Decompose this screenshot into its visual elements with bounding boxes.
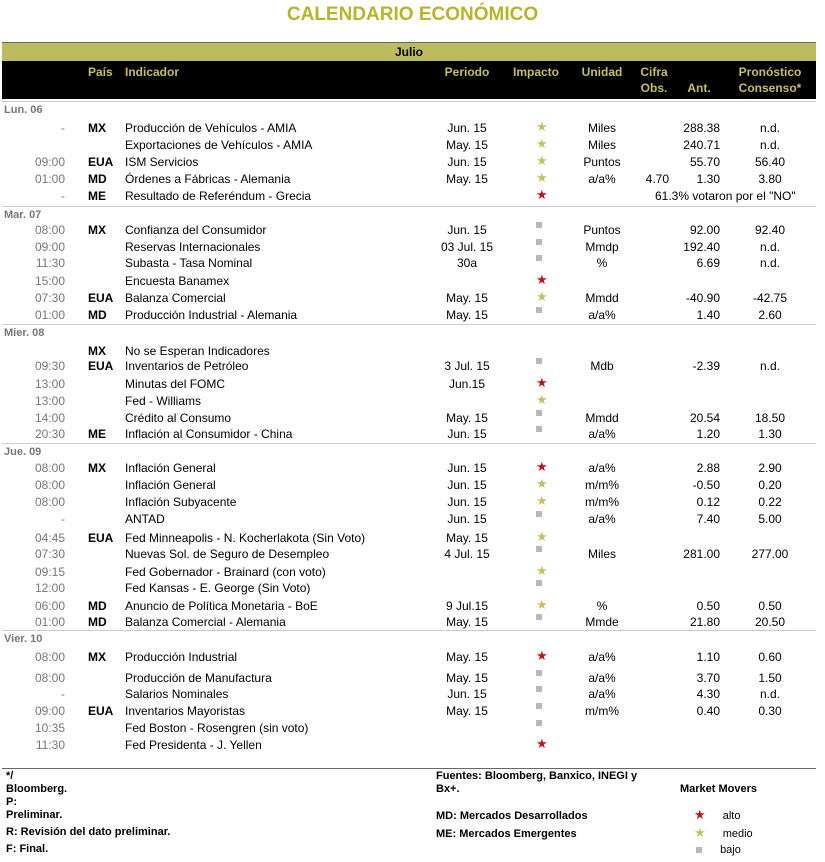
cell-unit: Miles bbox=[587, 121, 616, 135]
cell-observed: 4.70 bbox=[645, 172, 669, 186]
cell-period: 3 Jul. 15 bbox=[444, 359, 490, 373]
table-row: 08:00 MX Producción Industrial May. 15 ★ a/a% 1.10 0.60 bbox=[2, 649, 816, 665]
cell-country: MX bbox=[88, 650, 106, 664]
cell-period: Jun. 15 bbox=[447, 512, 487, 526]
table-row bbox=[2, 614, 816, 630]
cell-indicator: Exportaciones de Vehículos - AMIA bbox=[125, 138, 313, 152]
cell-time: 08:00 bbox=[34, 223, 65, 237]
cell-indicator: Reservas Internacionales bbox=[125, 240, 261, 254]
footer-note-line: Bloomberg. bbox=[6, 783, 68, 795]
footer-note-line: Preliminar. bbox=[6, 809, 63, 821]
table-row bbox=[2, 511, 816, 527]
cell-previous: 1.30 bbox=[696, 172, 720, 186]
cell-previous: 0.12 bbox=[696, 495, 720, 509]
table-row bbox=[2, 686, 816, 702]
cell-country: EUA bbox=[88, 155, 114, 169]
cell-indicator: Inventarios Mayoristas bbox=[125, 704, 246, 718]
cell-time: 01:00 bbox=[34, 615, 65, 629]
cell-indicator: Resultado de Referéndum - Grecia bbox=[125, 189, 312, 203]
cell-forecast: 2.90 bbox=[758, 461, 782, 475]
cell-indicator: Producción Industrial bbox=[125, 650, 238, 664]
cell-indicator: Salarios Nominales bbox=[125, 687, 229, 701]
cell-indicator: ISM Servicios bbox=[125, 155, 199, 169]
cell-period: May. 15 bbox=[446, 704, 488, 718]
cell-period: May. 15 bbox=[446, 308, 488, 322]
cell-period: May. 15 bbox=[446, 411, 488, 425]
cell-unit: Mmde bbox=[585, 615, 619, 629]
footer-note-line: */ bbox=[6, 770, 14, 782]
cell-indicator: Balanza Comercial bbox=[125, 291, 226, 305]
cell-time: 09:30 bbox=[34, 359, 65, 373]
legend-alto bbox=[694, 808, 740, 822]
cell-country: EUA bbox=[88, 531, 114, 545]
header-indicador: Indicador bbox=[125, 65, 180, 79]
cell-indicator: No se Esperan Indicadores bbox=[125, 344, 270, 358]
day-label: Mier. 08 bbox=[4, 327, 45, 339]
cell-time: 12:00 bbox=[34, 581, 65, 595]
cell-time: 09:00 bbox=[34, 155, 65, 169]
cell-forecast: 20.50 bbox=[754, 615, 786, 629]
cell-time: 08:00 bbox=[34, 650, 65, 664]
table-row bbox=[2, 255, 816, 271]
cell-forecast: 56.40 bbox=[754, 155, 786, 169]
table-row: - ME Resultado de Referéndum - Grecia ★ 61.3% votaron por el "NO" bbox=[2, 188, 816, 204]
cell-period: Jun. 15 bbox=[447, 495, 487, 509]
cell-forecast: 1.30 bbox=[758, 427, 782, 441]
cell-country: EUA bbox=[88, 359, 114, 373]
cell-time: 10:35 bbox=[34, 721, 65, 735]
cell-country: MX bbox=[88, 223, 106, 237]
cell-indicator: Encuesta Banamex bbox=[125, 274, 230, 288]
cell-previous: 1.10 bbox=[696, 650, 720, 664]
header-pais: País bbox=[88, 65, 113, 79]
cell-forecast: 18.50 bbox=[754, 411, 786, 425]
cell-previous: 92.00 bbox=[689, 223, 720, 237]
cell-time: 11:30 bbox=[35, 256, 65, 270]
day-divider bbox=[2, 101, 816, 102]
cell-time: 06:00 bbox=[34, 599, 65, 613]
day-label: Vier. 10 bbox=[4, 633, 43, 645]
header-consenso: Consenso* bbox=[738, 81, 802, 95]
table-row: 08:00 Inflación Subyacente Jun. 15 ★ m/m% 0.12 0.22 bbox=[2, 494, 816, 510]
cell-previous: 240.71 bbox=[683, 138, 720, 152]
cell-time: 11:30 bbox=[35, 738, 65, 752]
cell-time: 04:45 bbox=[34, 531, 65, 545]
cell-period: May. 15 bbox=[446, 291, 488, 305]
cell-previous: 281.00 bbox=[683, 547, 720, 561]
table-row: 09:15 Fed Gobernador - Brainard (con voto) ★ bbox=[2, 564, 816, 580]
cell-time: 07:30 bbox=[34, 547, 65, 561]
star-alto-icon: ★ bbox=[694, 807, 706, 822]
table-row bbox=[2, 410, 816, 426]
cell-country: MX bbox=[88, 121, 106, 135]
cell-previous: 1.40 bbox=[696, 308, 720, 322]
table-row bbox=[2, 426, 816, 442]
table-row: 11:30 Fed Presidenta - J. Yellen ★ bbox=[2, 737, 816, 753]
cell-indicator: Órdenes a Fábricas - Alemania bbox=[125, 172, 291, 186]
page-title: CALENDARIO ECONÓMICO bbox=[286, 4, 539, 25]
cell-forecast: 277.00 bbox=[751, 547, 789, 561]
cell-forecast: n.d. bbox=[759, 240, 780, 254]
footer-me: ME: Mercados Emergentes bbox=[436, 828, 577, 840]
cell-unit: a/a% bbox=[588, 427, 616, 441]
cell-unit: % bbox=[596, 599, 608, 613]
cell-period: 30a bbox=[456, 256, 478, 270]
table-row bbox=[2, 703, 816, 719]
cell-indicator: Crédito al Consumo bbox=[125, 411, 232, 425]
cell-time: 08:00 bbox=[34, 495, 65, 509]
cell-indicator: Producción Industrial - Alemania bbox=[125, 308, 298, 322]
table-row: 07:30 EUA Balanza Comercial May. 15 ★ Mmdd -40.90 -42.75 bbox=[2, 290, 816, 306]
cell-period: May. 15 bbox=[446, 650, 488, 664]
cell-period: 9 Jul.15 bbox=[445, 599, 489, 613]
table-row: 01:00 MD Órdenes a Fábricas - Alemania May. 15 ★ a/a% 4.70 1.30 3.80 bbox=[2, 171, 816, 187]
cell-unit: Puntos bbox=[583, 223, 621, 237]
cell-previous: 55.70 bbox=[689, 155, 720, 169]
legend-alto-label: alto bbox=[722, 810, 741, 822]
cell-forecast: n.d. bbox=[759, 687, 780, 701]
cell-indicator: Fed Presidenta - J. Yellen bbox=[125, 738, 262, 752]
cell-previous: 7.40 bbox=[696, 512, 720, 526]
day-divider bbox=[2, 443, 816, 444]
cell-time: 01:00 bbox=[34, 308, 65, 322]
cell-country: MX bbox=[88, 344, 106, 358]
footer-notes bbox=[6, 770, 170, 856]
table-row: 13:00 Fed - Williams ★ bbox=[2, 393, 816, 409]
table-row bbox=[2, 670, 816, 686]
day-label: Lun. 06 bbox=[4, 104, 43, 116]
header-impacto: Impacto bbox=[512, 65, 559, 79]
cell-previous: 20.54 bbox=[689, 411, 720, 425]
table-row: 09:00 EUA ISM Servicios Jun. 15 ★ Puntos 55.70 56.40 bbox=[2, 154, 816, 170]
cell-period: Jun. 15 bbox=[447, 427, 487, 441]
cell-unit: a/a% bbox=[588, 671, 616, 685]
star-medio-icon: ★ bbox=[694, 825, 706, 840]
cell-indicator: Fed - Williams bbox=[125, 394, 202, 408]
table-row: 13:00 Minutas del FOMC Jun.15 ★ bbox=[2, 376, 816, 392]
cell-indicator: Inventarios de Petróleo bbox=[125, 359, 249, 373]
legend-bajo-label: bajo bbox=[720, 844, 741, 856]
cell-previous: 4.30 bbox=[696, 687, 720, 701]
cell-unit: a/a% bbox=[588, 650, 616, 664]
month-banner: Julio bbox=[2, 42, 816, 61]
cell-period: May. 15 bbox=[446, 671, 488, 685]
cell-previous: 0.40 bbox=[696, 704, 720, 718]
table-row bbox=[2, 307, 816, 323]
cell-previous: 21.80 bbox=[689, 615, 720, 629]
cell-indicator: Fed Minneapolis - N. Kocherlakota (Sin Voto) bbox=[125, 531, 366, 545]
cell-forecast: 1.50 bbox=[758, 671, 782, 685]
cell-previous: 6.69 bbox=[696, 256, 720, 270]
cell-country: ME bbox=[88, 189, 106, 203]
cell-indicator: Inflación General bbox=[125, 478, 216, 492]
cell-unit: Puntos bbox=[583, 155, 621, 169]
table-row bbox=[2, 222, 816, 238]
cell-time: 09:00 bbox=[34, 704, 65, 718]
cell-forecast: n.d. bbox=[759, 359, 780, 373]
cell-time: - bbox=[61, 121, 65, 135]
footer-note-line: P: bbox=[6, 796, 17, 808]
cell-previous: 3.70 bbox=[696, 671, 720, 685]
cell-forecast: 92.40 bbox=[754, 223, 786, 237]
footer-note-line: F: Final. bbox=[6, 843, 49, 855]
cell-period: 4 Jul. 15 bbox=[444, 547, 490, 561]
cell-country: MD bbox=[88, 308, 107, 322]
cell-forecast: 2.60 bbox=[758, 308, 782, 322]
day-divider bbox=[2, 630, 816, 631]
cell-forecast: 0.60 bbox=[758, 650, 782, 664]
cell-time: 08:00 bbox=[34, 478, 65, 492]
table-row: 04:45 EUA Fed Minneapolis - N. Kocherlakota (Sin Voto) May. 15 ★ bbox=[2, 530, 816, 546]
table-row bbox=[2, 580, 816, 596]
cell-forecast: n.d. bbox=[759, 138, 780, 152]
cell-period: May. 15 bbox=[446, 615, 488, 629]
cell-time: - bbox=[61, 687, 65, 701]
cell-time: 07:30 bbox=[34, 291, 65, 305]
cell-unit: Miles bbox=[587, 138, 616, 152]
cell-time: - bbox=[61, 189, 65, 203]
footer-md: MD: Mercados Desarrollados bbox=[436, 810, 588, 822]
cell-previous: 288.38 bbox=[683, 121, 720, 135]
cell-period: Jun. 15 bbox=[447, 223, 487, 237]
cell-unit: Mmdd bbox=[585, 291, 619, 305]
cell-country: ME bbox=[88, 427, 106, 441]
cell-previous: 1.20 bbox=[696, 427, 720, 441]
cell-time: 09:00 bbox=[34, 240, 65, 254]
cell-time: 14:00 bbox=[34, 411, 65, 425]
cell-unit: Mmdd bbox=[585, 411, 619, 425]
table-row bbox=[2, 358, 816, 374]
header-cifra: Cifra bbox=[640, 65, 668, 79]
cell-unit: Mdb bbox=[590, 359, 614, 373]
day-label: Mar. 07 bbox=[4, 209, 42, 221]
cell-period: Jun. 15 bbox=[447, 478, 487, 492]
cell-previous: -0.50 bbox=[692, 478, 720, 492]
cell-forecast: 0.30 bbox=[758, 704, 782, 718]
table-row: 15:00 Encuesta Banamex ★ bbox=[2, 273, 816, 289]
cell-indicator: Fed Kansas - E. George (Sin Voto) bbox=[125, 581, 311, 595]
cell-indicator: Balanza Comercial - Alemania bbox=[125, 615, 286, 629]
day-label: Jue. 09 bbox=[4, 446, 42, 458]
legend-bajo bbox=[696, 844, 741, 856]
cell-unit: a/a% bbox=[588, 308, 616, 322]
cell-forecast: 5.00 bbox=[758, 512, 782, 526]
sources-line-1: Fuentes: Bloomberg, Banxico, INEGI y bbox=[436, 770, 638, 782]
cell-indicator: Fed Gobernador - Brainard (con voto) bbox=[125, 565, 326, 579]
footer-note-line: R: Revisión del dato preliminar. bbox=[6, 826, 171, 838]
day-divider bbox=[2, 324, 816, 325]
cell-indicator: Producción de Vehículos - AMIA bbox=[125, 121, 297, 135]
cell-time: 13:00 bbox=[34, 394, 65, 408]
cell-time: 20:30 bbox=[34, 427, 65, 441]
market-movers-title: Market Movers bbox=[680, 783, 758, 795]
cell-unit: a/a% bbox=[588, 512, 616, 526]
cell-indicator: Minutas del FOMC bbox=[125, 377, 226, 391]
cell-forecast: n.d. bbox=[759, 121, 780, 135]
cell-indicator: Fed Boston - Rosengren (sin voto) bbox=[125, 721, 309, 735]
cell-unit: m/m% bbox=[585, 495, 619, 509]
header-obs: Obs. bbox=[640, 81, 668, 95]
legend-medio-label: medio bbox=[722, 828, 753, 840]
cell-country: MD bbox=[88, 599, 107, 613]
cell-forecast: 0.50 bbox=[758, 599, 782, 613]
cell-period: Jun. 15 bbox=[447, 155, 487, 169]
cell-period: May. 15 bbox=[446, 172, 488, 186]
cell-country: EUA bbox=[88, 704, 114, 718]
cell-unit: m/m% bbox=[585, 478, 619, 492]
footer-sources bbox=[436, 770, 637, 796]
header-unidad: Unidad bbox=[581, 65, 623, 79]
cell-indicator: Producción de Manufactura bbox=[125, 671, 272, 685]
cell-previous: -40.90 bbox=[685, 291, 720, 305]
cell-time: 13:00 bbox=[34, 377, 65, 391]
day-divider bbox=[2, 206, 816, 207]
table-header bbox=[2, 61, 816, 99]
legend-medio bbox=[694, 826, 753, 840]
table-row bbox=[2, 239, 816, 255]
header-ant: Ant. bbox=[687, 81, 711, 95]
cell-indicator: Inflación Subyacente bbox=[125, 495, 237, 509]
cell-indicator: Anuncio de Política Monetaria - BoE bbox=[125, 599, 318, 613]
cell-unit: % bbox=[596, 256, 608, 270]
header-pronostico: Pronóstico bbox=[738, 65, 802, 79]
cell-previous: 0.50 bbox=[696, 599, 720, 613]
cell-time: 09:15 bbox=[34, 565, 65, 579]
cell-forecast: n.d. bbox=[759, 256, 780, 270]
cell-time: 08:00 bbox=[34, 671, 65, 685]
cell-time: 15:00 bbox=[34, 274, 65, 288]
table-row: 06:00 MD Anuncio de Política Monetaria - BoE 9 Jul.15 ★ % 0.50 0.50 bbox=[2, 598, 816, 614]
cell-forecast: 3.80 bbox=[758, 172, 782, 186]
cell-period: 03 Jul. 15 bbox=[440, 240, 494, 254]
cell-unit: a/a% bbox=[588, 687, 616, 701]
cell-note: 61.3% votaron por el "NO" bbox=[655, 189, 796, 203]
square-bajo-icon bbox=[696, 847, 702, 853]
table-row: 08:00 MX Inflación General Jun. 15 ★ a/a% 2.88 2.90 bbox=[2, 460, 816, 476]
cell-time: - bbox=[61, 512, 65, 526]
cell-previous: 2.88 bbox=[696, 461, 720, 475]
table-row: 08:00 Inflación General Jun. 15 ★ m/m% -0.50 0.20 bbox=[2, 477, 816, 493]
cell-period: Jun. 15 bbox=[447, 687, 487, 701]
cell-unit: m/m% bbox=[585, 704, 619, 718]
cell-indicator: Subasta - Tasa Nominal bbox=[125, 256, 253, 270]
cell-time: 01:00 bbox=[34, 172, 65, 186]
cell-country: EUA bbox=[88, 291, 114, 305]
cell-previous: 192.40 bbox=[683, 240, 720, 254]
cell-indicator: Nuevas Sol. de Seguro de Desempleo bbox=[125, 547, 330, 561]
cell-indicator: Confianza del Consumidor bbox=[125, 223, 267, 237]
cell-forecast: 0.20 bbox=[758, 478, 782, 492]
cell-country: MD bbox=[88, 615, 107, 629]
sources-line-2: Bx+. bbox=[436, 783, 460, 795]
footer-divider bbox=[2, 768, 816, 769]
cell-indicator: ANTAD bbox=[125, 512, 165, 526]
cell-period: Jun. 15 bbox=[447, 121, 487, 135]
cell-unit: Miles bbox=[587, 547, 616, 561]
cell-country: MD bbox=[88, 172, 107, 186]
cell-country: MX bbox=[88, 461, 106, 475]
cell-unit: Mmdp bbox=[585, 240, 619, 254]
table-row: - MX Producción de Vehículos - AMIA Jun. 15 ★ Miles 288.38 n.d. bbox=[2, 120, 816, 136]
cell-forecast: 0.22 bbox=[758, 495, 782, 509]
cell-period: May. 15 bbox=[446, 531, 488, 545]
table-row bbox=[2, 720, 816, 736]
cell-time: 08:00 bbox=[34, 461, 65, 475]
cell-period: May. 15 bbox=[446, 138, 488, 152]
table-row bbox=[2, 343, 816, 359]
cell-previous: -2.39 bbox=[692, 359, 720, 373]
cell-period: Jun.15 bbox=[448, 377, 486, 391]
table-row: Exportaciones de Vehículos - AMIA May. 15 ★ Miles 240.71 n.d. bbox=[2, 137, 816, 153]
cell-indicator: Inflación al Consumidor - China bbox=[125, 427, 293, 441]
cell-unit: a/a% bbox=[588, 461, 616, 475]
cell-period: Jun. 15 bbox=[447, 461, 487, 475]
cell-forecast: -42.75 bbox=[752, 291, 788, 305]
cell-indicator: Inflación General bbox=[125, 461, 216, 475]
header-periodo: Periodo bbox=[444, 65, 490, 79]
cell-unit: a/a% bbox=[588, 172, 616, 186]
table-row bbox=[2, 546, 816, 562]
